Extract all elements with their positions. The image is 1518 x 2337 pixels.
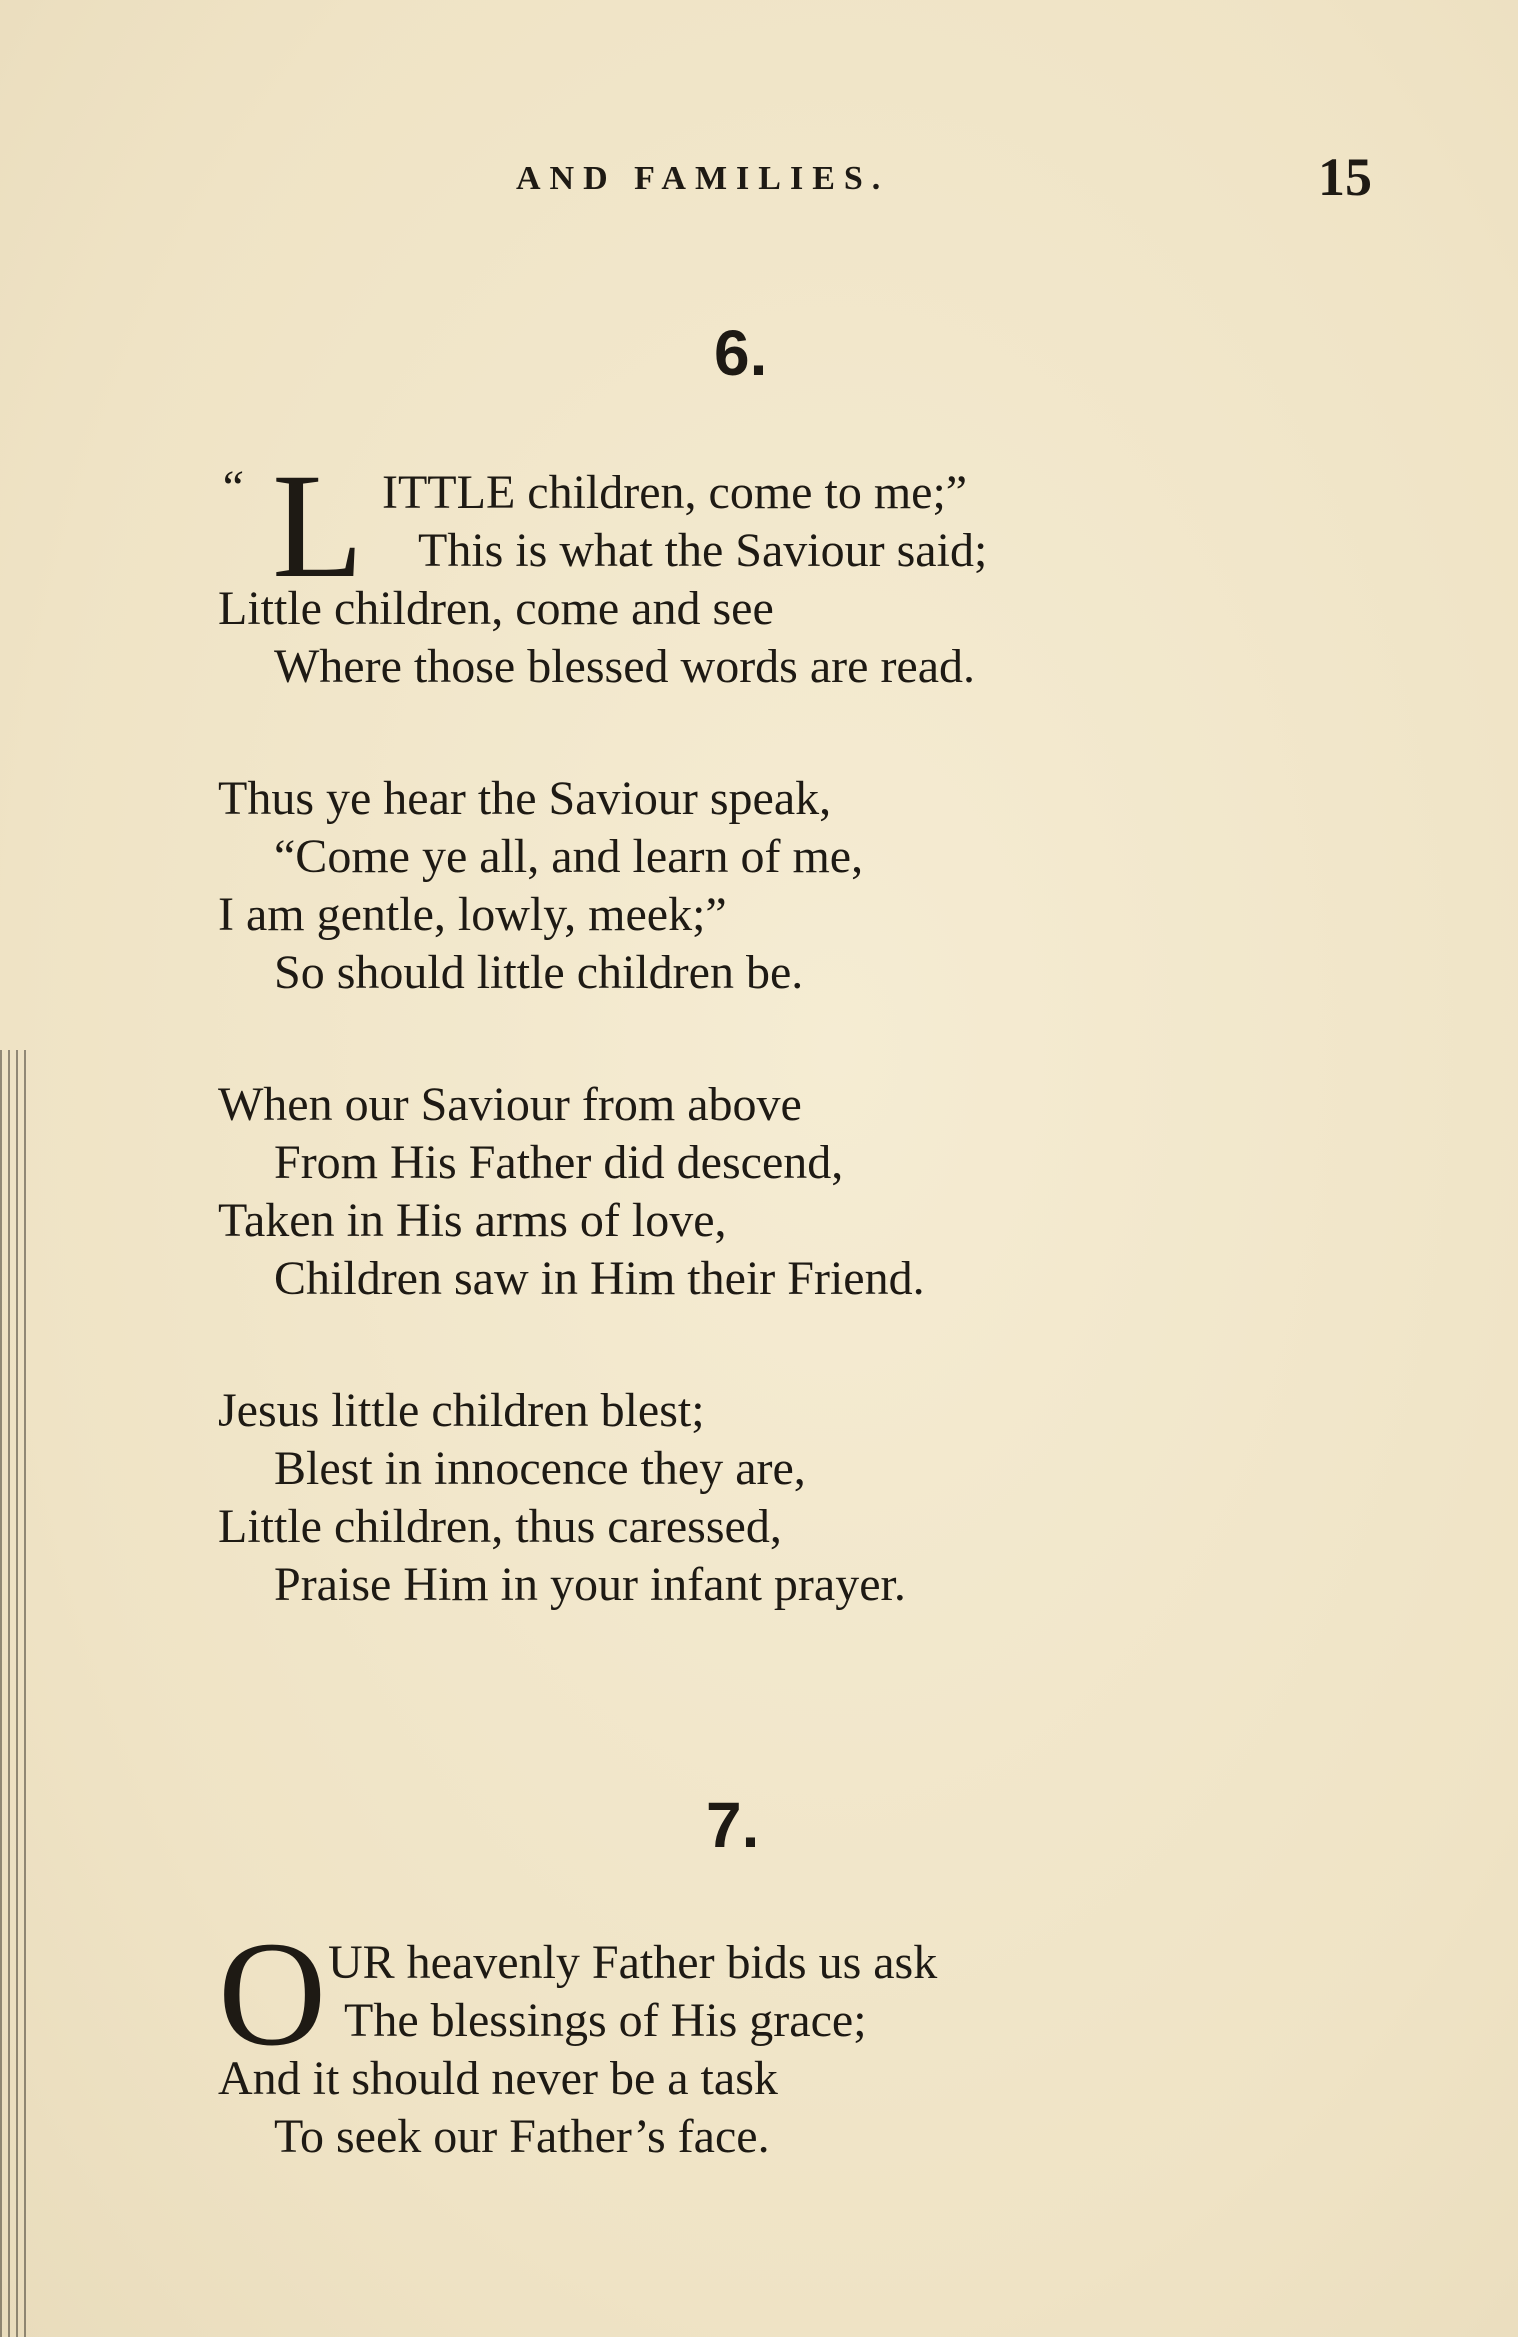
- verse-line: Thus ye hear the Saviour speak,: [218, 772, 832, 825]
- stanza: [218, 1382, 987, 1614]
- verse-line: I am gentle, lowly, meek;”: [218, 888, 727, 941]
- verse-line: Jesus little children blest;: [218, 1384, 705, 1437]
- verse-line: “Come ye all, and learn of me,: [274, 830, 864, 883]
- opening-quote: “: [218, 461, 245, 514]
- verse-line: ITTLE children, come to me;”: [382, 466, 968, 519]
- page-number: 15: [1318, 147, 1372, 207]
- stanza: [218, 770, 987, 1002]
- verse-line: So should little children be.: [274, 946, 804, 999]
- drop-cap-letter: O: [218, 1911, 327, 2077]
- verse-line: UR heavenly Father bids us ask: [328, 1936, 938, 1989]
- verse-line: The blessings of His grace;: [344, 1994, 867, 2047]
- verse-line: And it should never be a task: [218, 2052, 778, 2105]
- verse-line: To seek our Father’s face.: [274, 2110, 770, 2163]
- verse-line: Little children, come and see: [218, 582, 774, 635]
- verse-line: Blest in innocence they are,: [274, 1442, 806, 1495]
- hymn-7: [218, 1911, 938, 2240]
- verse-line: Taken in His arms of love,: [218, 1194, 727, 1247]
- verse-line: When our Saviour from above: [218, 1078, 802, 1131]
- binding-edge: [0, 1050, 30, 2337]
- verse-line: From His Father did descend,: [274, 1136, 844, 1189]
- hymn-number: 6.: [714, 317, 768, 389]
- verse-line: Little children, thus caressed,: [218, 1500, 782, 1553]
- drop-cap-block: [218, 1911, 938, 2077]
- drop-cap-letter: L: [272, 443, 364, 609]
- verse-line: Children saw in Him their Friend.: [274, 1252, 925, 1305]
- hymn-number: 7.: [706, 1789, 760, 1861]
- verse-line: This is what the Saviour said;: [418, 524, 988, 577]
- stanza: [218, 1911, 938, 2166]
- running-head: AND FAMILIES.: [516, 160, 890, 197]
- hymn-6: [218, 443, 988, 1688]
- stanza: [218, 1076, 987, 1308]
- stanza: [218, 443, 988, 696]
- verse-line: Where those blessed words are read.: [274, 640, 976, 693]
- verse-line: Praise Him in your infant prayer.: [274, 1558, 906, 1611]
